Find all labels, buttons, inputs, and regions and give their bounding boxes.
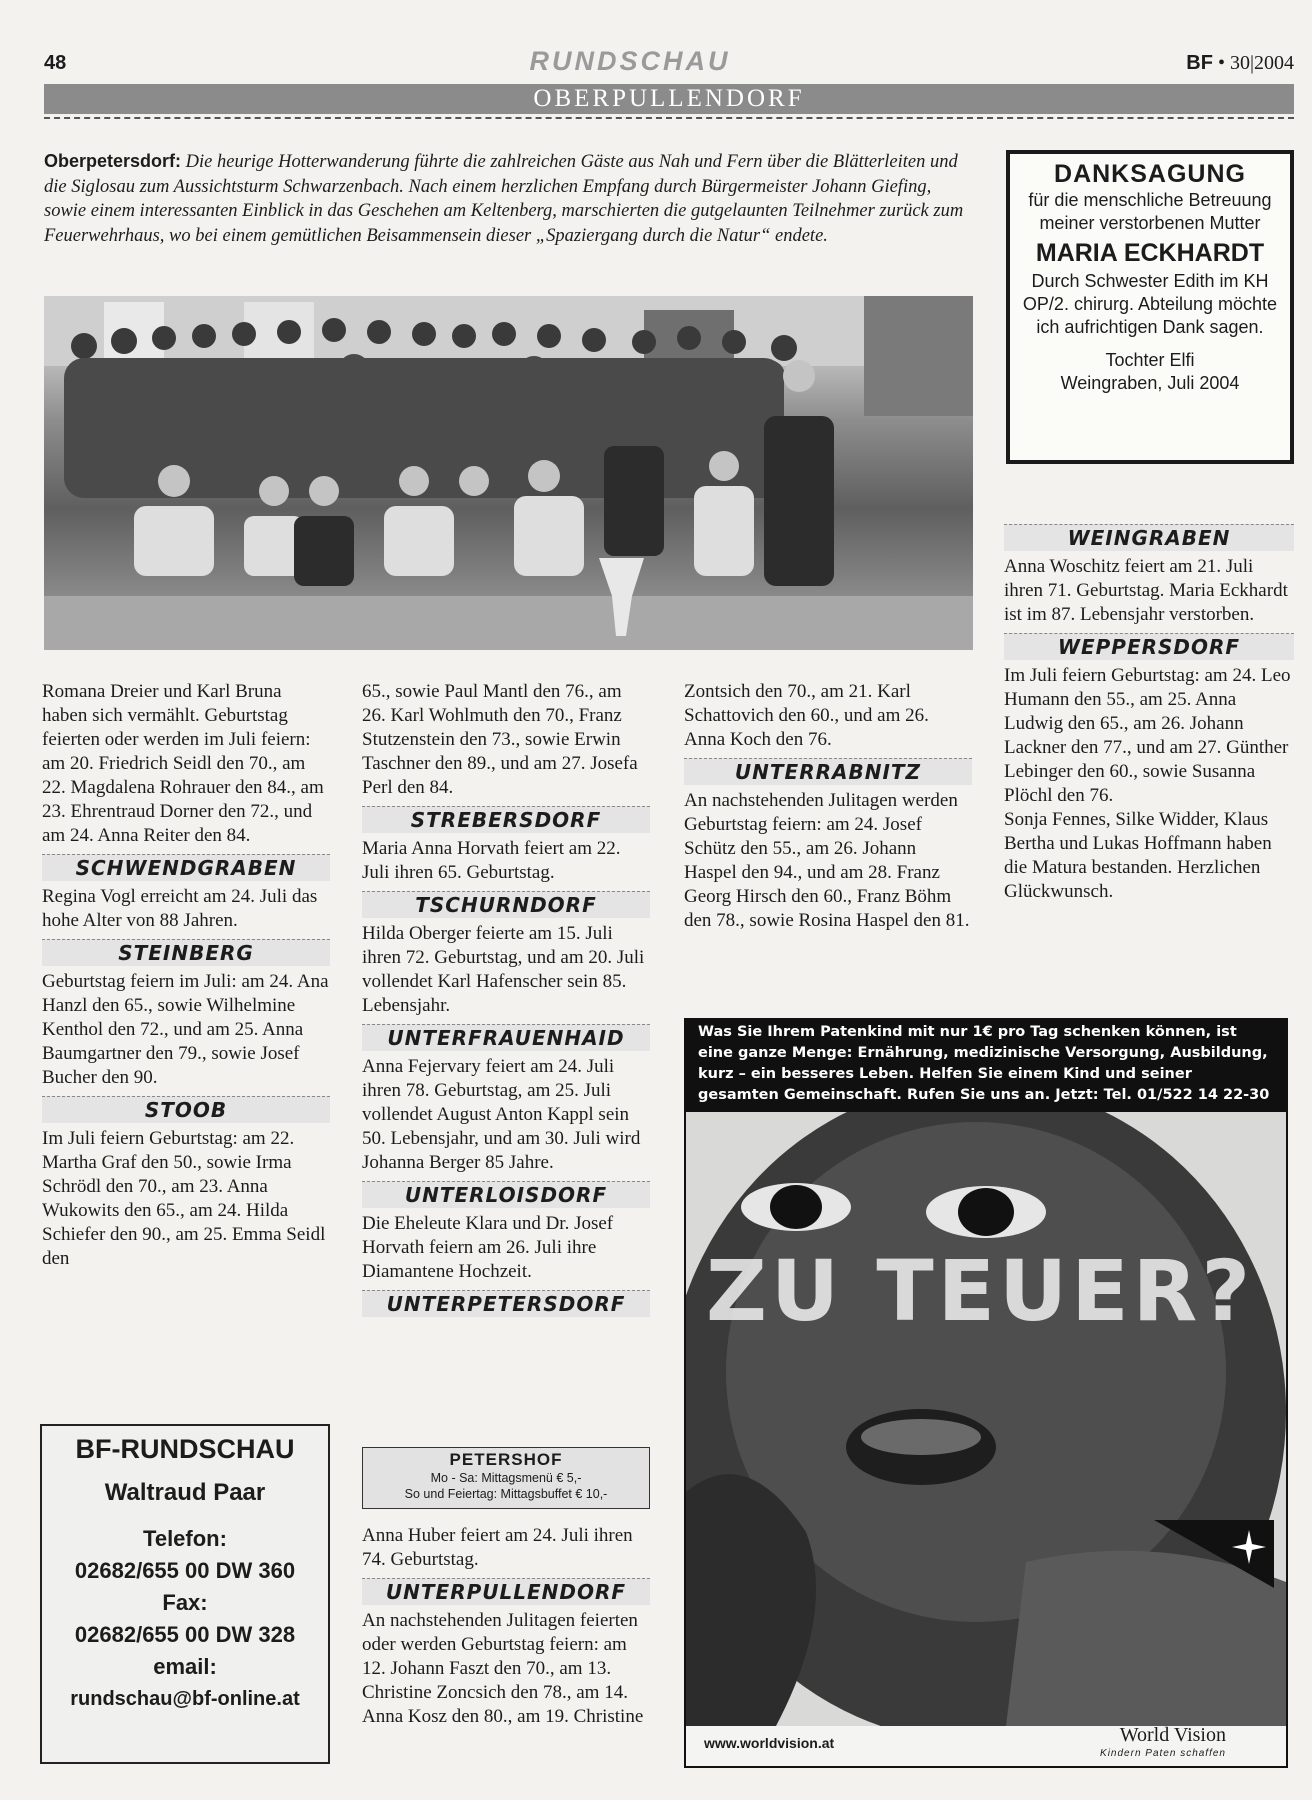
header-divider: [44, 117, 1294, 119]
dank-sign-1: Tochter Elfi: [1105, 350, 1195, 370]
col2-paragraph-3: Hilda Oberger feierte am 15. Juli ihren 72. Geburtstag, und am 20. Juli vollendet Karl Hafenscher sein 85. Lebensjahr.: [362, 923, 645, 1016]
contact-fax-label: Fax:: [162, 1590, 208, 1615]
contact-tel: 02682/655 00 DW 360: [74, 1558, 296, 1583]
col4-paragraph-3: Sonja Fennes, Silke Widder, Klaus Bertha und Lukas Hoffmann haben die Matura bestanden. Herzlichen Glückwunsch.: [1004, 809, 1272, 902]
issue-number: 30|2004: [1229, 52, 1294, 74]
col1-paragraph-2: Regina Vogl erreicht am 24. Juli das hohe Alter von 88 Jahren.: [42, 886, 318, 931]
region-band: [44, 84, 1294, 114]
col2-paragraph-1: 65., sowie Paul Mantl den 76., am 26. Karl Wohlmuth den 70., Franz Stutzenstein den 73., sowie Erwin Taschner den 89., und am 27. Josefa Perl den 84.: [362, 681, 638, 798]
col1-paragraph-4: Im Juli feiern Geburtstag: am 22. Martha Graf den 50., sowie Irma Schrödl den 70., am 23. Anna Wukowits den 65., am 24. Hilda Schiefer den 90., am 25. Emma Seidl den: [42, 1128, 326, 1269]
dank-heading: DANKSAGUNG: [1054, 160, 1246, 188]
ad-org-name: World Vision: [1119, 1724, 1226, 1746]
contact-name: Waltraud Paar: [104, 1479, 266, 1506]
col2-paragraph-4: Anna Fejervary feiert am 24. Juli ihren 78. Geburtstag, am 25. Juli vollendet August Anton Kappl sein 50. Lebensjahr, und am 30. Juli wird Johanna Berger 85 Jahre.: [362, 1056, 641, 1173]
column-3: [684, 680, 972, 933]
intro-paragraph: [44, 150, 974, 248]
issue-separator: •: [1217, 52, 1225, 74]
col1-paragraph-1: Romana Dreier und Karl Bruna haben sich vermählt. Geburtstag feierten oder werden im Juli feiern: am 20. Friedrich Seidl den 70., am 22. Magdalena Rohrauer den 84., am 23. Ehrentraud Dorner den 72., und am 24. Anna Reiter den 84.: [42, 681, 324, 846]
heading-weingraben: WEINGRABEN: [1004, 524, 1294, 551]
intro-text: Die heurige Hotterwanderung führte die zahlreichen Gäste aus Nah und Fern über die Blätterleiten und die Siglosau zum Aussichtsturm Schwarzenbach. Nach einem herzlichen Empfang durch Bürgermeister Johann Giefing, sowie einem interessanten Einblick in das Geschehen am Keltenberg, marschierten die gutgelaunten Teilnehmer zurück zum Feuerwehrhaus, wo bei einem gemütlichen Beisammensein dieser „Spaziergang durch die Natur“ endete.: [44, 152, 964, 246]
col2-paragraph-7: An nachstehenden Julitagen feierten oder werden Geburtstag feiern: am 12. Johann Faszt den 70., am 13. Christine Zoncsich den 78., am 14. Anna Kosz den 80., am 19. Christine: [362, 1610, 644, 1727]
heading-unterrabnitz: UNTERRABNITZ: [684, 758, 972, 785]
col4-paragraph-1: Anna Woschitz feiert am 21. Juli ihren 71. Geburtstag. Maria Eckhardt ist im 87. Lebensjahr verstorben.: [1004, 556, 1288, 625]
heading-unterpetersdorf: UNTERPETERSDORF: [362, 1290, 650, 1317]
col4-paragraph-2: Im Juli feiern Geburtstag: am 24. Leo Humann den 55., am 25. Anna Ludwig den 65., am 26. Johann Lackner den 77., und am 27. Günther Lebinger den 60., sowie Susanna Plöchl den 76.: [1004, 665, 1291, 806]
heading-unterpullendorf: UNTERPULLENDORF: [362, 1578, 650, 1605]
world-vision-logo-icon: [1154, 1520, 1274, 1590]
contact-title: BF-RUNDSCHAU: [75, 1434, 295, 1464]
column-2-continued: [362, 1524, 650, 1729]
heading-unterfrauenhaid: UNTERFRAUENHAID: [362, 1024, 650, 1051]
section-title: RUNDSCHAU: [529, 46, 731, 76]
dank-text-1: für die menschliche Betreuung meiner verstorbenen Mutter: [1028, 190, 1272, 233]
ad-tagline: Kindern Paten schaffen: [1100, 1748, 1226, 1759]
col3-paragraph-1: Zontsich den 70., am 21. Karl Schattovich den 60., und am 26. Anna Koch den 76.: [684, 681, 929, 750]
column-1: [42, 680, 330, 1271]
group-photo: [44, 296, 973, 650]
region-title: OBERPULLENDORF: [533, 85, 805, 112]
petershof-title: PETERSHOF: [449, 1450, 563, 1469]
col1-paragraph-3: Geburtstag feiern im Juli: am 24. Ana Hanzl den 65., sowie Wilhelmine Kenthol den 72., und am 25. Anna Baumgartner den 79., sowie Josef Bucher den 90.: [42, 971, 329, 1088]
col2-paragraph-6: Anna Huber feiert am 24. Juli ihren 74. Geburtstag.: [362, 1525, 633, 1570]
contact-fax: 02682/655 00 DW 328: [74, 1622, 296, 1647]
petershof-line-2: So und Feiertag: Mittagsbuffet € 10,-: [404, 1487, 608, 1501]
dank-text-2: Durch Schwester Edith im KH OP/2. chirurg. Abteilung möchte ich aufrichtigen Dank sagen.: [1022, 271, 1278, 337]
intro-place: Oberpetersdorf:: [44, 151, 182, 171]
column-2: [362, 680, 650, 1321]
heading-steinberg: STEINBERG: [42, 939, 330, 966]
column-4: [1004, 518, 1294, 904]
heading-unterloisdorf: UNTERLOISDORF: [362, 1181, 650, 1208]
heading-tschurndorf: TSCHURNDORF: [362, 891, 650, 918]
col2-paragraph-2: Maria Anna Horvath feiert am 22. Juli ihren 65. Geburtstag.: [362, 838, 621, 883]
heading-weppersdorf: WEPPERSDORF: [1004, 633, 1294, 660]
petershof-box: [362, 1447, 650, 1509]
issue-info: [1186, 52, 1294, 75]
issue-brand: BF: [1186, 52, 1213, 74]
petershof-line-1: Mo - Sa: Mittagsmenü € 5,-: [430, 1471, 582, 1485]
contact-box: [40, 1424, 330, 1764]
ad-child-portrait: [686, 1112, 1286, 1726]
world-vision-ad: [684, 1018, 1288, 1768]
dank-name: MARIA ECKHARDT: [1035, 239, 1265, 267]
heading-stoob: STOOB: [42, 1096, 330, 1123]
dank-sign-2: Weingraben, Juli 2004: [1060, 373, 1240, 393]
ad-top-text: Was Sie Ihrem Patenkind mit nur 1€ pro Tag schenken können, ist eine ganze Menge: Ernährung, medizinische Versorgung, Ausbildung, kurz – ein besseres Leben. Helfen Sie einem Kind und seiner gesamten Gemeinschaft. Rufen Sie uns an. Jetzt: Tel. 01/522 14 22-30: [686, 1020, 1286, 1112]
contact-tel-label: Telefon:: [143, 1526, 227, 1551]
ad-url: www.worldvision.at: [704, 1735, 835, 1751]
col3-paragraph-2: An nachstehenden Julitagen werden Geburtstag feiern: am 24. Josef Schütz den 55., am 26. Johann Haspel den 94., und am 28. Franz Georg Hirsch den 60., Franz Böhm den 78., sowie Rosina Haspel den 81.: [684, 790, 970, 931]
danksagung-box: [1006, 150, 1294, 464]
heading-schwendgraben: SCHWENDGRABEN: [42, 854, 330, 881]
contact-email-label: email:: [153, 1654, 217, 1679]
col2-paragraph-5: Die Eheleute Klara und Dr. Josef Horvath feiern am 26. Juli ihre Diamantene Hochzeit.: [362, 1213, 614, 1282]
page-number: 48: [44, 52, 67, 74]
group-photo-illustration: [44, 296, 973, 650]
heading-strebersdorf: STREBERSDORF: [362, 806, 650, 833]
contact-email: rundschau@bf-online.at: [70, 1688, 300, 1710]
ad-headline: ZU TEUER?: [706, 1242, 1255, 1340]
